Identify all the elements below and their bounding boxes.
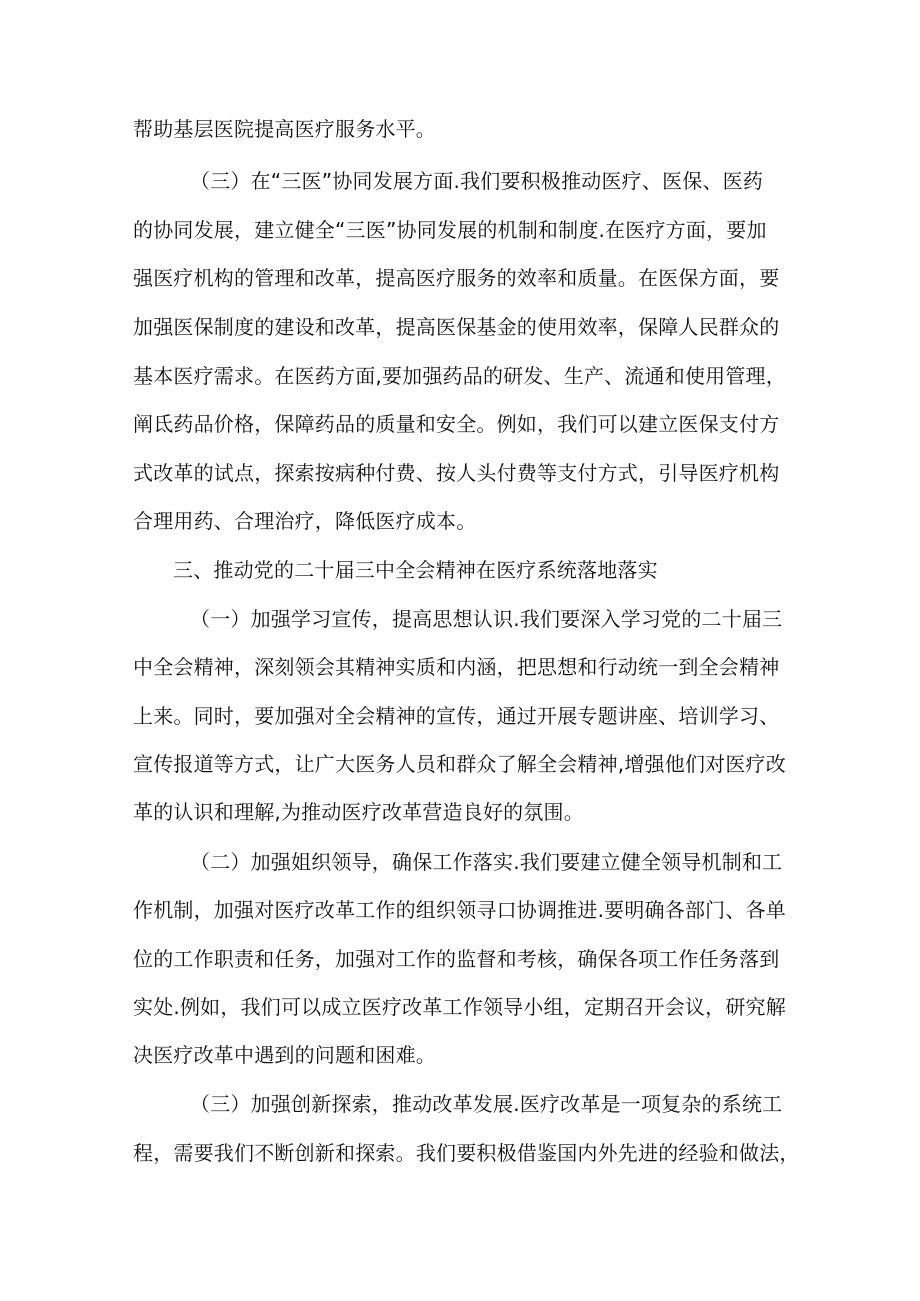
text-line: 帮助基层医院提高医疗服务水平。 [133,117,436,141]
text-line: 强医疗机构的管理和改革，提高医疗服务的效率和质量。在医保方面，要 [133,266,780,290]
section-heading: 三、推动党的二十届三中全会精神在医疗系统落地落实 [173,558,658,582]
text-line: 合理用药、合理治疗，降低医疗成本。 [133,509,477,533]
text-line: 实处.例如，我们可以成立医疗改革工作领导小组，定期召开会议，研究解 [133,995,786,1019]
paragraph-start-line: （二）加强姐织领导，确保工作落实.我们要建立健全领导机制和工 [190,850,783,874]
text-line: 的协同发展，建立健全“三医”协同发展的机制和制度.在医疗方面，要加 [133,218,767,242]
paragraph-start-line: （一）加强学习宣传，提高思想认识.我们要深入学习党的二十届三 [190,607,783,631]
text-line: 革的认识和理解,为推动医疗改革营造良好的氛围。 [133,800,584,824]
text-line: 式改革的试点，探索按病种付费、按人头付费等支付方式，引导医疗机构 [133,461,780,485]
text-line: 上来。同时，要加强对全会精神的宣传，通过开展专题讲座、培训学习、 [133,704,780,728]
text-line: 宣传报道等方式，让广大医务人员和群众了解全会精神,增强他们对医疗改 [133,752,786,776]
text-line: 作机制，加强对医疗改革工作的组织领寻口协调推进.要明确各部门、各单 [133,898,786,922]
paragraph-start-line: （三）在“三医”协同发展方面.我们要积极推动医疗、医保、医药 [190,169,764,193]
text-line: 中全会精神，深刻领会其精神实质和内涵，把思想和行动统一到全会精神 [133,655,780,679]
paragraph-start-line: （三）加强创新探索，推动改革发展.医疗改革是一项复杂的系统工 [190,1092,783,1116]
text-line: 位的工作职责和任务，加强对工作的监督和考核，确保各项工作任务落到 [133,947,780,971]
text-line: 程，需要我们不断创新和探索。我们要积极借鉴国内外先进的经验和做法， [133,1141,800,1165]
text-line: 加强医保制度的建设和改革，提高医保基金的使用效率，保障人民群众的 [133,315,780,339]
text-line: 基本医疗需求。在医药方面,要加强药品的研发、生产、流通和使用管理， [133,364,786,388]
text-line: 决医疗改革中遇到的问题和困难。 [133,1043,436,1067]
text-line: 阐氐药品价格，保障药品的质量和安全。例如，我们可以建立医保支付方 [133,412,780,436]
